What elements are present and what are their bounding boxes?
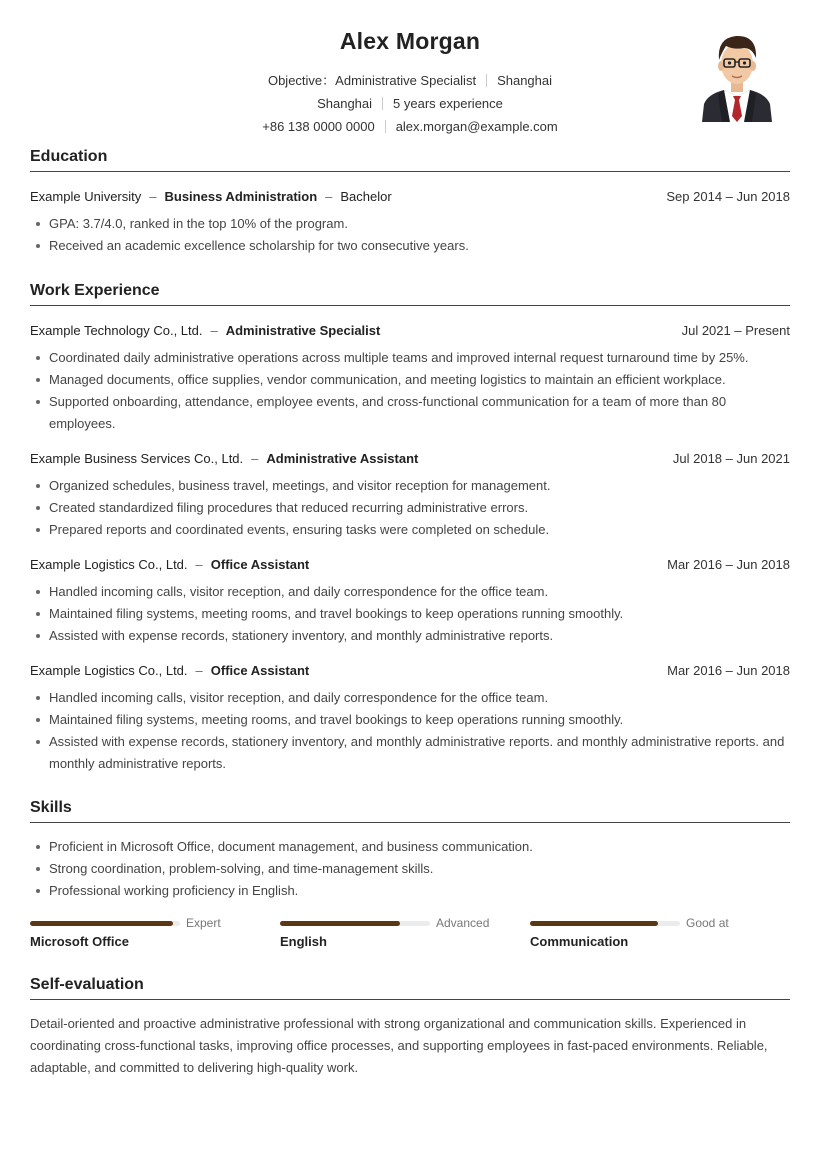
list-item: Maintained filing systems, meeting rooms, and travel bookings to keep operations running smoothly. <box>30 603 790 625</box>
objective-value: Administrative Specialist <box>335 73 477 88</box>
skill-item <box>530 916 780 949</box>
list-item: Organized schedules, business travel, meetings, and visitor reception for management. <box>30 475 790 497</box>
job-entry <box>30 661 790 775</box>
experience-years: 5 years experience <box>393 96 503 111</box>
work-title: Work Experience <box>30 282 790 306</box>
skills-bullets <box>30 836 790 902</box>
job-role: Office Assistant <box>210 663 310 678</box>
work-section <box>30 282 790 775</box>
list-item: Proficient in Microsoft Office, document management, and business communication. <box>30 836 790 858</box>
skill-name: Communication <box>530 934 629 949</box>
self-evaluation-section <box>30 976 790 1079</box>
candidate-name: Alex Morgan <box>339 28 481 54</box>
separator <box>382 97 383 110</box>
skill-bars <box>30 916 790 949</box>
job-entry <box>30 449 790 541</box>
education-bullets <box>30 213 790 257</box>
job-date: Jul 2018 – Jun 2021 <box>672 451 790 466</box>
job-header: Example Logistics Co., Ltd. – Office Assistant Mar 2016 – Jun 2018 <box>30 661 790 681</box>
city: Shanghai <box>317 96 373 111</box>
list-item: Maintained filing systems, meeting rooms, and travel bookings to keep operations running smoothly. <box>30 709 790 731</box>
job-bullets <box>30 347 790 435</box>
location-line <box>0 92 820 115</box>
job-header: Example Technology Co., Ltd. – Administrative Specialist Jul 2021 – Present <box>30 321 790 341</box>
list-item: Received an academic excellence scholarship for two consecutive years. <box>30 235 790 257</box>
list-item: Assisted with expense records, stationery inventory, and monthly administrative reports. and monthly administrative reports. and monthly administrative reports. <box>30 731 790 775</box>
resume-header <box>0 28 820 138</box>
education-title: Education <box>30 148 790 172</box>
job-role: Office Assistant <box>210 557 310 572</box>
skill-bar-track <box>30 921 180 926</box>
skills-section <box>30 799 790 949</box>
contact-line <box>0 115 820 138</box>
email-address: alex.morgan@example.com <box>395 119 558 134</box>
skills-title: Skills <box>30 799 790 823</box>
job-bullets <box>30 581 790 647</box>
education-date: Sep 2014 – Jun 2018 <box>666 189 790 204</box>
list-item: Prepared reports and coordinated events, ensuring tasks were completed on schedule. <box>30 519 790 541</box>
skill-item <box>30 916 280 949</box>
job-bullets <box>30 687 790 775</box>
job-header: Example Logistics Co., Ltd. – Office Assistant Mar 2016 – Jun 2018 <box>30 555 790 575</box>
self-evaluation-text: Detail-oriented and proactive administrative professional with strong organizational and communication skills. Experienced in coordinating cross-functional tasks, improving office processes, and supporting employees in fast-paced environments. Reliable, adaptable, and committed to delivering high-quality work. <box>30 1016 768 1075</box>
skill-bar-fill <box>30 921 173 926</box>
avatar <box>700 26 774 122</box>
company-name: Example Logistics Co., Ltd. <box>30 557 188 572</box>
company-name: Example Business Services Co., Ltd. <box>30 451 244 466</box>
objective-city: Shanghai <box>497 73 553 88</box>
self-evaluation-title: Self-evaluation <box>30 976 790 1000</box>
skill-level: Expert <box>186 916 221 930</box>
company-name: Example Logistics Co., Ltd. <box>30 663 188 678</box>
major: Business Administration <box>164 189 318 204</box>
skill-bar-fill <box>280 921 400 926</box>
skill-bar-track <box>530 921 680 926</box>
skill-level: Advanced <box>436 916 490 930</box>
phone-number: +86 138 0000 0000 <box>262 119 375 134</box>
skill-item <box>280 916 530 949</box>
job-date: Mar 2016 – Jun 2018 <box>667 557 790 572</box>
degree: Bachelor <box>340 189 392 204</box>
list-item: Coordinated daily administrative operations across multiple teams and improved internal request turnaround time by 25%. <box>30 347 790 369</box>
job-header: Example Business Services Co., Ltd. – Administrative Assistant Jul 2018 – Jun 2021 <box>30 449 790 469</box>
list-item: Strong coordination, problem-solving, and time-management skills. <box>30 858 790 880</box>
job-date: Jul 2021 – Present <box>681 323 790 338</box>
job-role: Administrative Assistant <box>266 451 419 466</box>
objective-label: Objective： <box>267 73 336 88</box>
list-item: Handled incoming calls, visitor reception, and daily correspondence for the office team. <box>30 581 790 603</box>
education-entry-header: Example University – Business Administration – Bachelor Sep 2014 – Jun 2018 <box>30 187 790 207</box>
job-entry <box>30 321 790 435</box>
education-section <box>30 148 790 257</box>
objective-line <box>0 69 820 92</box>
job-date: Mar 2016 – Jun 2018 <box>667 663 790 678</box>
skill-level: Good at <box>686 916 729 930</box>
job-role: Administrative Specialist <box>225 323 381 338</box>
skill-name: English <box>280 934 327 949</box>
list-item: Supported onboarding, attendance, employee events, and cross-functional communication for a team of more than 80 employees. <box>30 391 790 435</box>
list-item: Assisted with expense records, stationery inventory, and monthly administrative reports. <box>30 625 790 647</box>
company-name: Example Technology Co., Ltd. <box>30 323 203 338</box>
job-bullets <box>30 475 790 541</box>
list-item: Created standardized filing procedures that reduced recurring administrative errors. <box>30 497 790 519</box>
school-name: Example University <box>30 189 142 204</box>
separator <box>385 120 386 133</box>
list-item: GPA: 3.7/4.0, ranked in the top 10% of the program. <box>30 213 790 235</box>
list-item: Handled incoming calls, visitor reception, and daily correspondence for the office team. <box>30 687 790 709</box>
skill-name: Microsoft Office <box>30 934 129 949</box>
separator <box>486 74 487 87</box>
list-item: Managed documents, office supplies, vendor communication, and meeting logistics to maintain an efficient workplace. <box>30 369 790 391</box>
list-item: Professional working proficiency in English. <box>30 880 790 902</box>
skill-bar-track <box>280 921 430 926</box>
skill-bar-fill <box>530 921 658 926</box>
job-entry <box>30 555 790 647</box>
